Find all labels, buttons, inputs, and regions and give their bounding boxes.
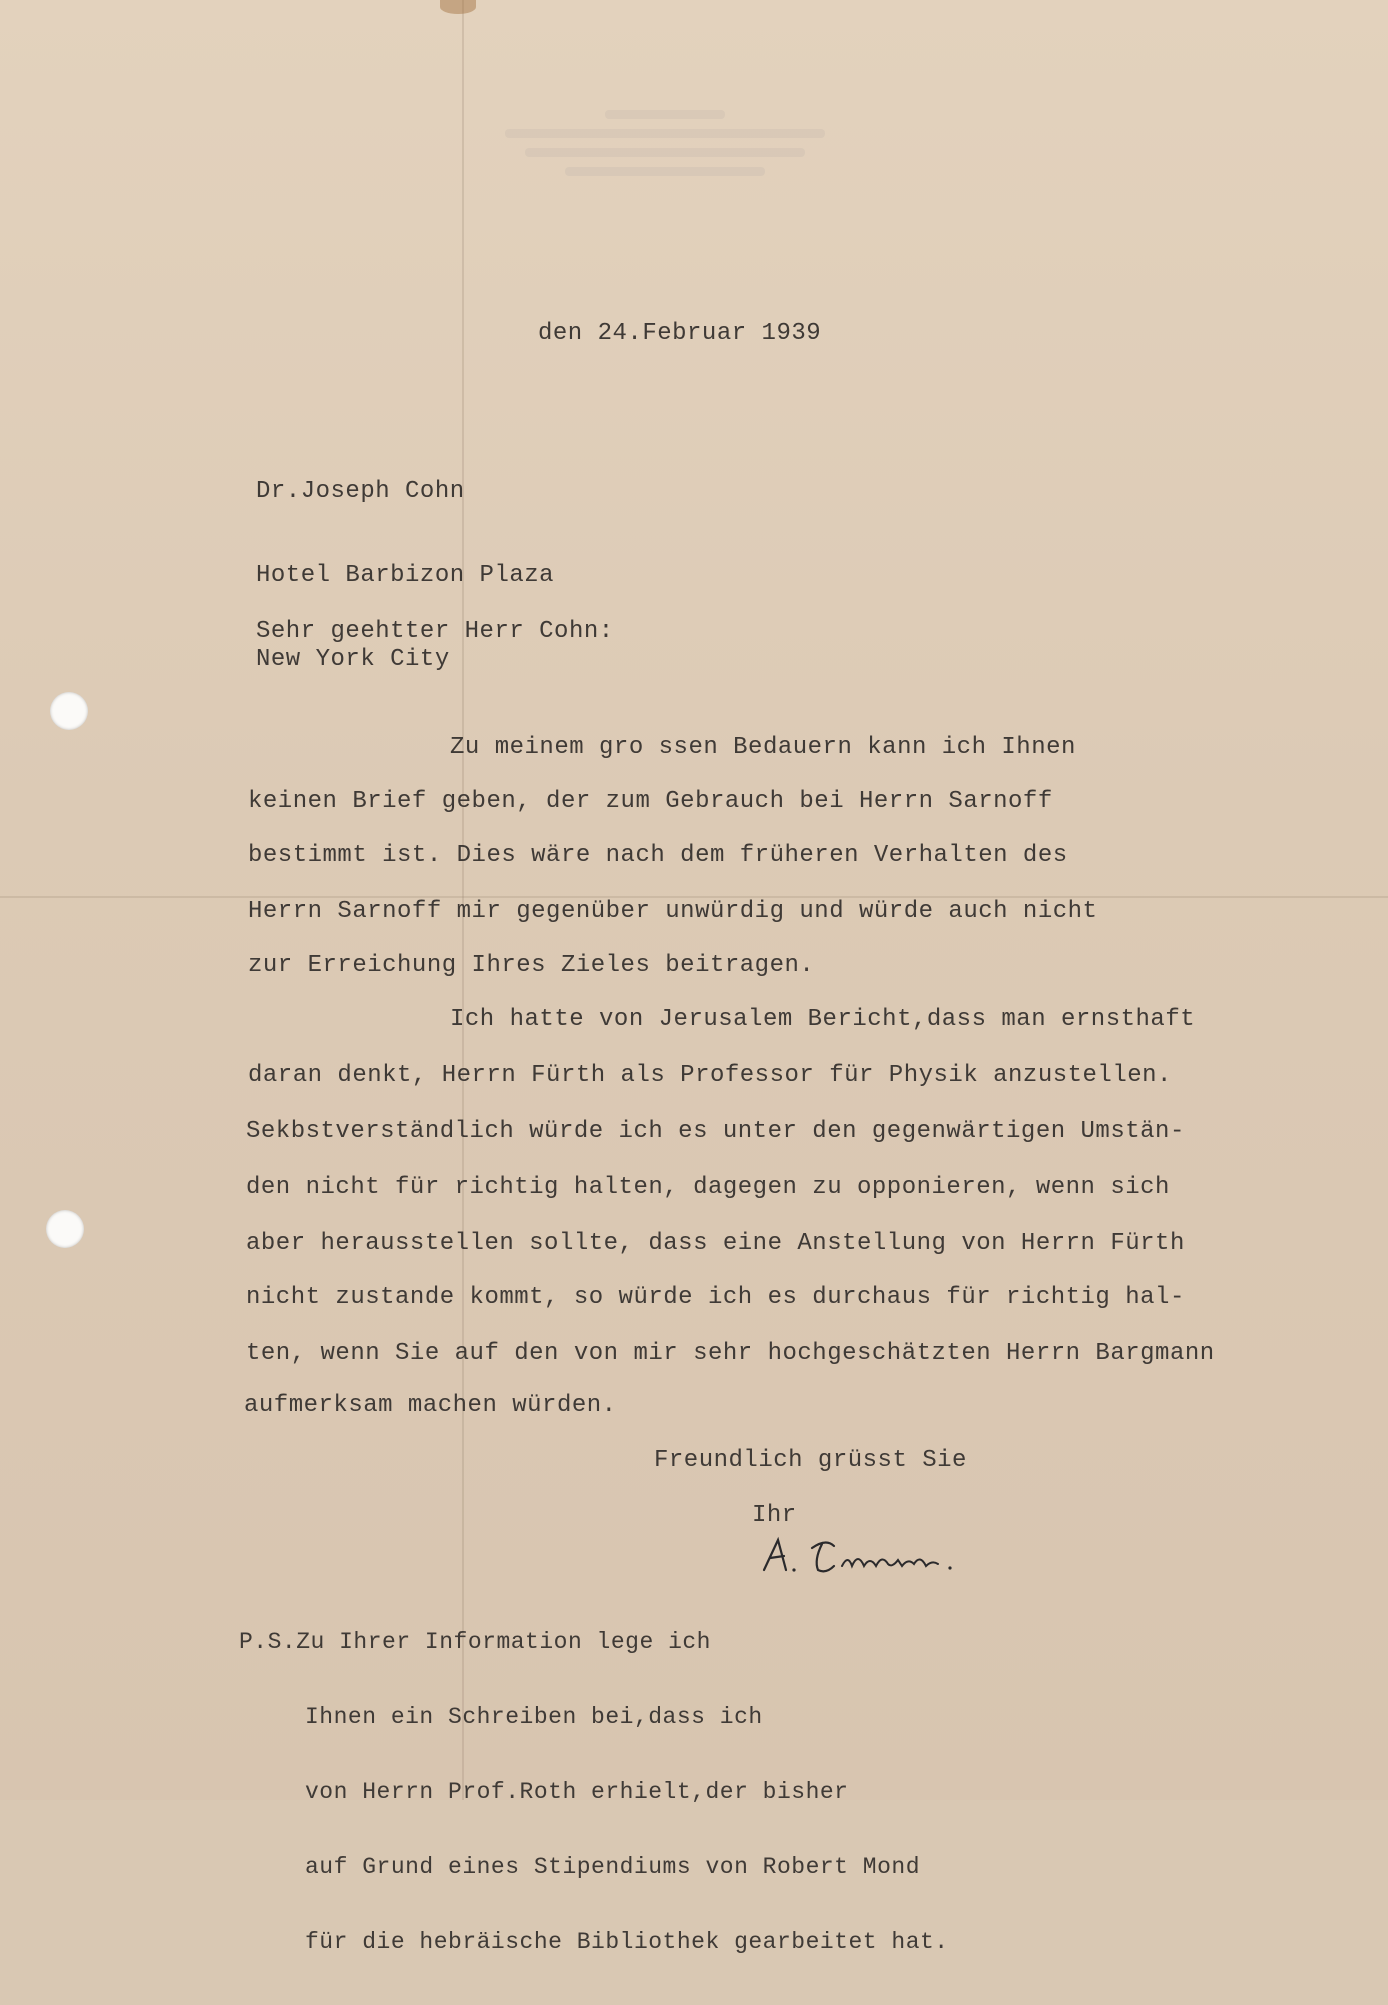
punch-hole-top	[50, 692, 88, 730]
body-line: Herrn Sarnoff mir gegenüber unwürdig und würde auch nicht	[248, 898, 1098, 925]
body-line: bestimmt ist. Dies wäre nach dem früheren Verhalten des	[248, 842, 1068, 869]
closing-ihr: Ihr	[752, 1502, 797, 1529]
faded-letterhead	[455, 100, 875, 210]
punch-hole-bottom	[46, 1210, 84, 1248]
body-line: daran denkt, Herrn Fürth als Professor für Physik anzustellen.	[248, 1062, 1172, 1089]
address-line: New York City	[256, 646, 450, 673]
postscript-line: P.S.Zu Ihrer Information lege ich	[239, 1629, 711, 1655]
paper-stain	[440, 0, 476, 14]
body-line: keinen Brief geben, der zum Gebrauch bei Herrn Sarnoff	[248, 788, 1053, 815]
address-line: Dr.Joseph Cohn	[256, 478, 465, 505]
postscript-line: auf Grund eines Stipendiums von Robert Mond	[305, 1854, 920, 1880]
einstein-signature	[756, 1530, 996, 1580]
body-line: zur Erreichung Ihres Zieles beitragen.	[248, 952, 815, 979]
body-line: Zu meinem gro ssen Bedauern kann ich Ihnen	[450, 734, 1076, 761]
closing-phrase: Freundlich grüsst Sie	[654, 1447, 967, 1474]
address-line: Hotel Barbizon Plaza	[256, 562, 555, 589]
salutation: Sehr geehtter Herr Cohn:	[256, 618, 614, 645]
body-line: aber herausstellen sollte, dass eine Anstellung von Herrn Fürth	[246, 1230, 1185, 1257]
body-line: nicht zustande kommt, so würde ich es durchaus für richtig hal-	[246, 1284, 1185, 1311]
body-line: den nicht für richtig halten, dagegen zu opponieren, wenn sich	[246, 1174, 1170, 1201]
postscript-line: Ihnen ein Schreiben bei,dass ich	[305, 1704, 763, 1730]
postscript	[239, 1580, 949, 2005]
postscript-line: für die hebräische Bibliothek gearbeitet hat.	[305, 1929, 949, 1955]
postscript-line: von Herrn Prof.Roth erhielt,der bisher	[305, 1779, 849, 1805]
body-line: Sekbstverständlich würde ich es unter den gegenwärtigen Umstän-	[246, 1118, 1185, 1145]
body-line: aufmerksam machen würden.	[244, 1392, 617, 1419]
recipient-address	[256, 422, 554, 730]
body-line: ten, wenn Sie auf den von mir sehr hochgeschätzten Herrn Bargmann	[246, 1340, 1215, 1367]
letter-date: den 24.Februar 1939	[538, 320, 822, 347]
body-line: Ich hatte von Jerusalem Bericht,dass man ernsthaft	[450, 1006, 1196, 1033]
